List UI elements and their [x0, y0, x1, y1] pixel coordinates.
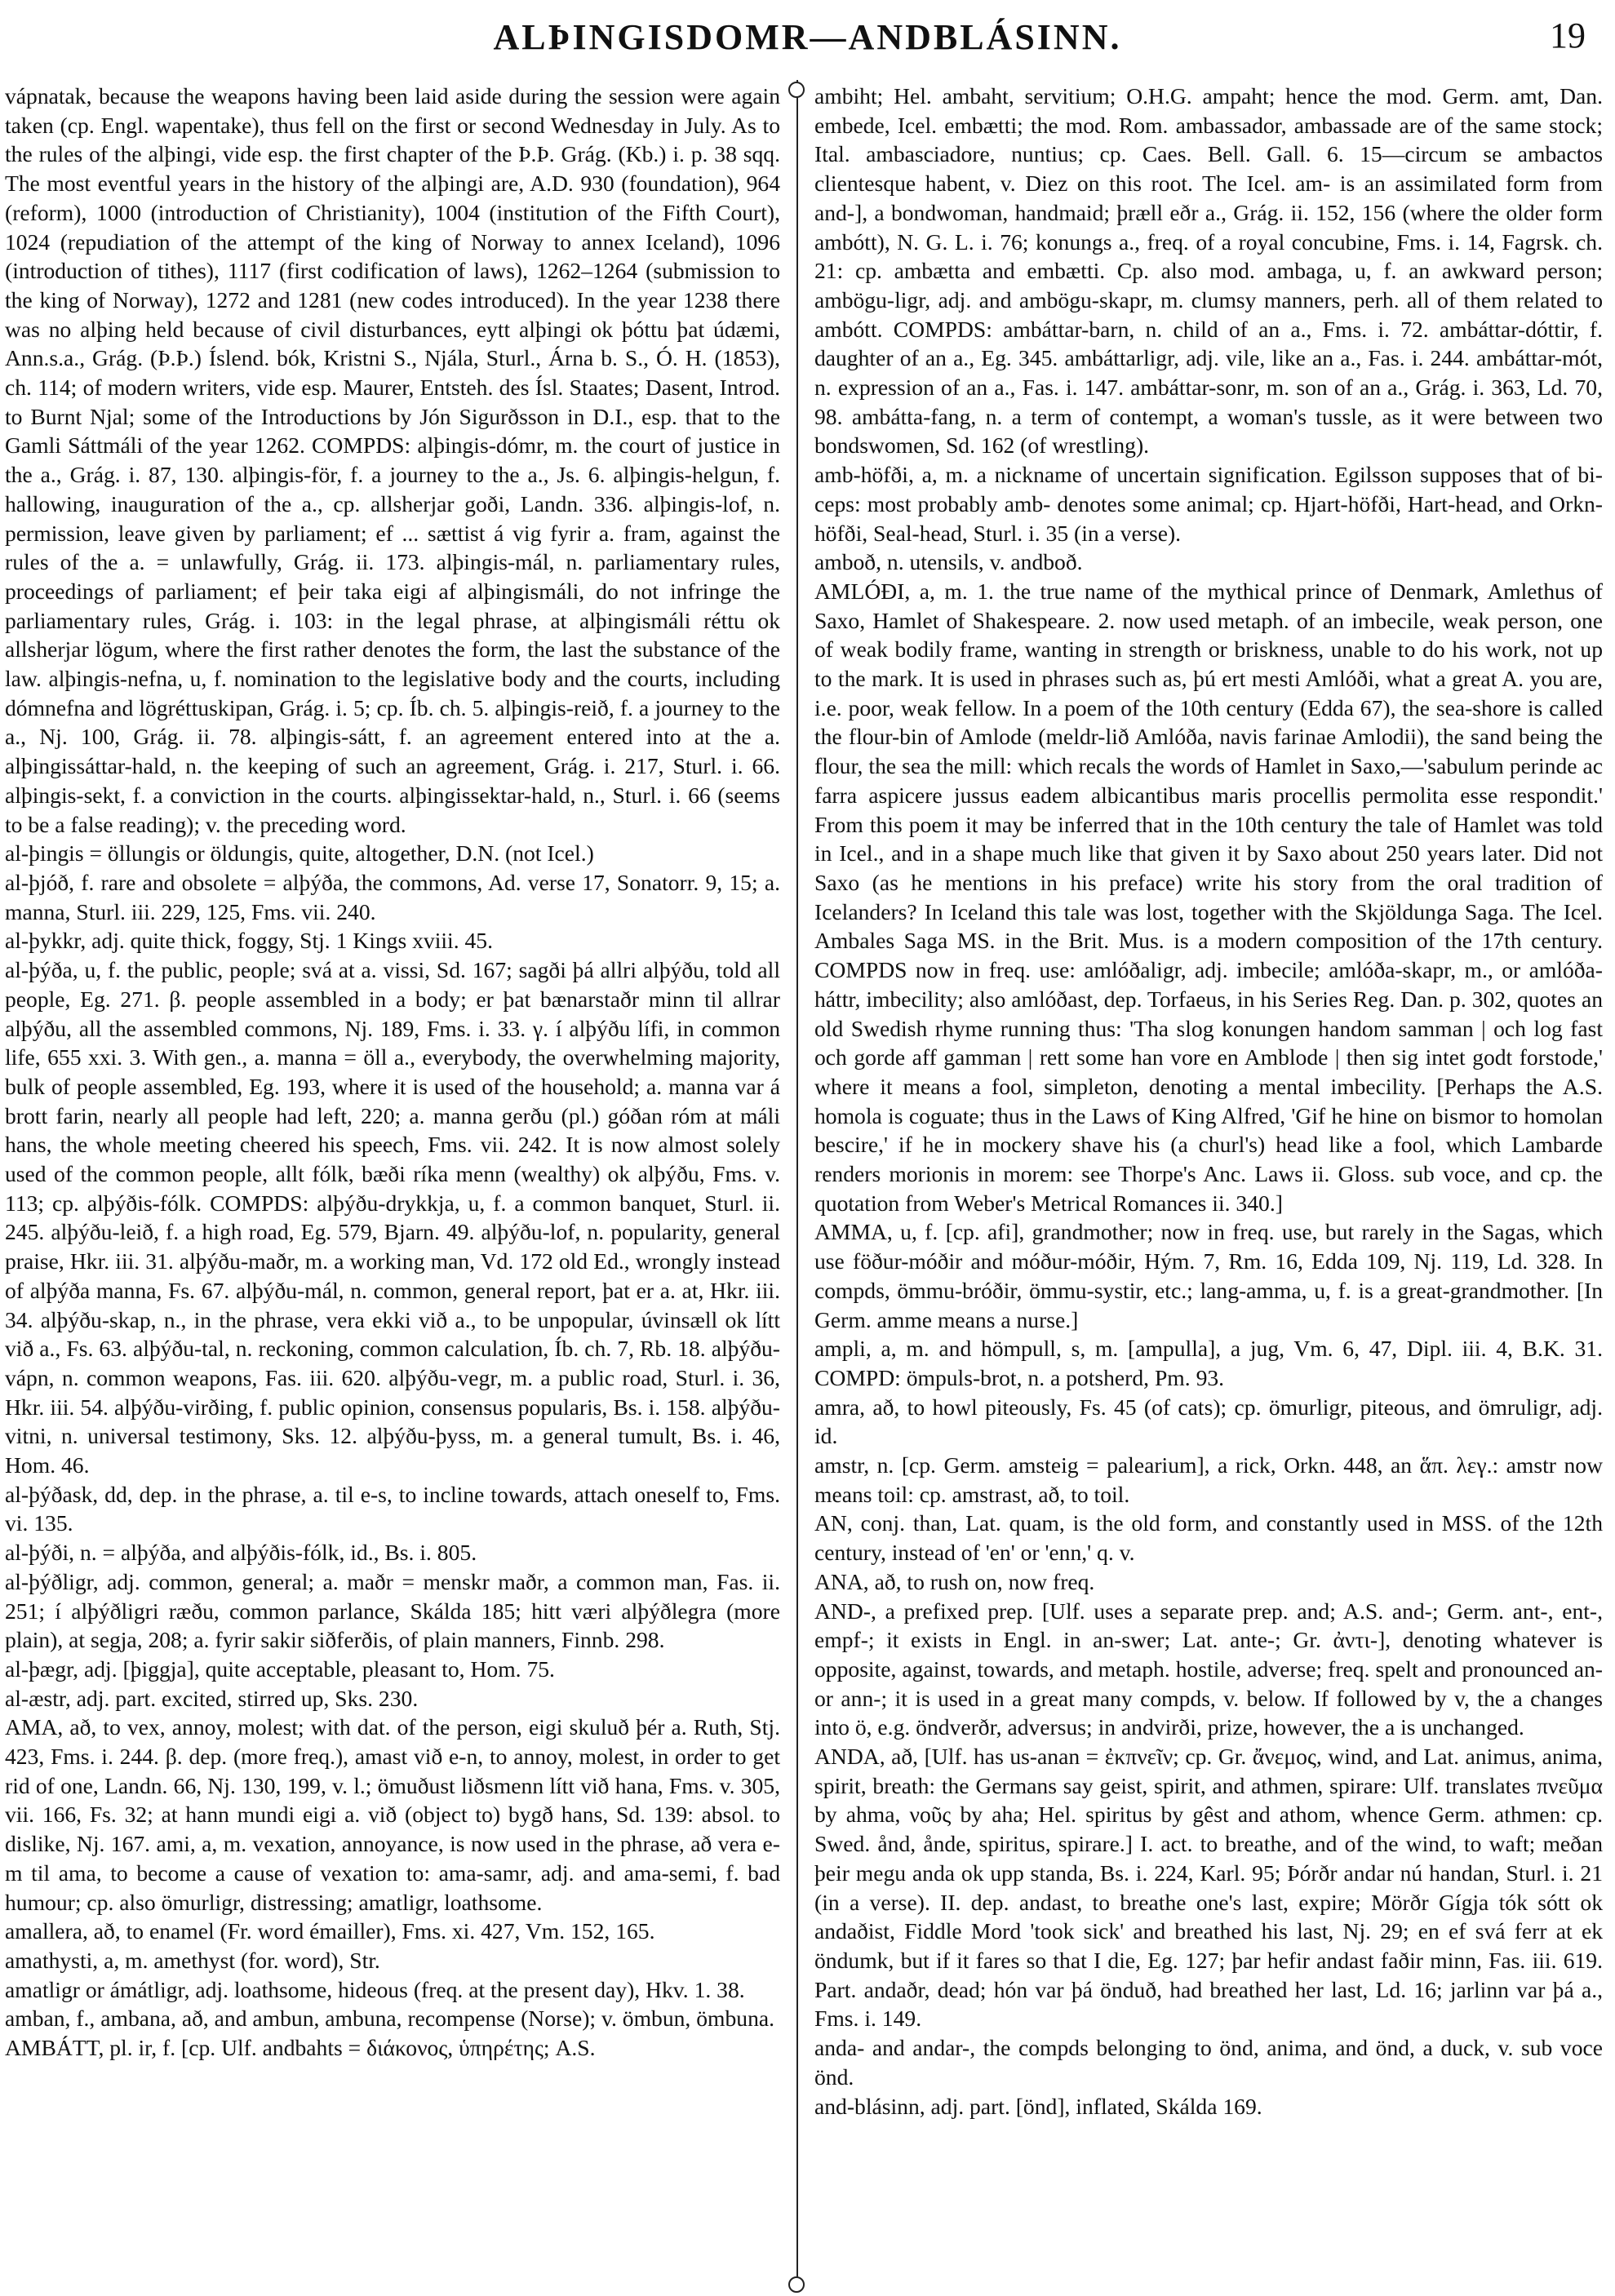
entry-al-aestr: al-æstr, adj. part. excited, stirred up, Sks. 230. — [5, 1685, 419, 1711]
entry-amlodi: AMLÓÐI, a, m. 1. the true name of the mythical prince of Denmark, Amlethus of Saxo, Hamlet of Shakespeare. 2. now used metaph. of an imbecile, weak person, one of weak bodily frame, wanting in strength or briskness, unable to do his work, not up to the mark. It is used in phrases such as, þú ert mesti Amlóði, what a great A. you are, i.e. poor, weak fellow. In a poem of the 10th century (Edda 67), the sea-shore is called the flour-bin of Amlode (meldr-lið Amlóða, navis farinae Amlodii), the sand being the flour, the sea the mill: which recals the words of Hamlet in Saxo,—'sabulum perinde ac farra aspicere jussus eadem albicantibus maris procellis permolita esse respondit.' From this poem it may be inferred that in the 10th century the tale of Hamlet was told in Icel., and in a shape much like that given it by Saxo about 250 years later. Did not Saxo (as he mentions in his preface) write his story from the oral tradition of Icelanders? In Iceland this tale was lost, together with the Skjöldunga Saga. The Icel. Ambales Saga MS. in the Brit. Mus. is a modern composition of the 17th century. COMPDS now in freq. use: amlóðaligr, adj. imbecile; amlóða-skapr, m., or amlóða-háttr, imbecility; also amlóðast, dep. Torfaeus, in his Series Reg. Dan. p. 302, quotes an old Swedish rhyme running thus: 'Tha slog konungen handom samman | och log fast och gorde aff gamman | rett some han vore en Amblode | then sig intet godt forstode,' where it means a fool, simpleton, denoting a mental imbecility. [Perhaps the A.S. homola is coguate; thus in the Laws of King Alfred, 'Gif he hine on bismor to homolan bescire,' if he in mockery shave his (a churl's) head like a fool, which Lambarde renders morionis in morem: see Thorpe's Anc. Laws ii. Gloss. sub voce, and cp. the quotation from Weber's Metrical Romances ii. 340.] — [814, 578, 1603, 1216]
entry-amma: AMMA, u, f. [cp. afi], grandmother; now in freq. use, but rarely in the Sagas, which use föður-móðir and móður-móðir, Hým. 7, Rm. 16, Edda 109, Nj. 119, Ld. 328. In compds, ömmu-bróðir, ömmu-systir, etc.; lang-amma, u, f. is a great-grandmother. [In Germ. amme means a nurse.] — [814, 1219, 1603, 1332]
entry-al-thjod: al-þjóð, f. rare and obsolete = alþýða, the commons, Ad. verse 17, Sonatorr. 9, 15; a. manna, Sturl. iii. 229, 125, Fms. vii. 240. — [5, 869, 780, 924]
entry-al-thydask: al-þýðask, dd, dep. in the phrase, a. til e-s, to incline towards, attach oneself to, Fms. vi. 135. — [5, 1481, 780, 1536]
entry-al-thyda: al-þýða, u, f. the public, people; svá at a. vissi, Sd. 167; sagði þá allri alþýðu, told all people, Eg. 271. β. people assembled in a body; er þat bænarstaðr minn til allrar alþýðu, all the assembled commons, Nj. 189, Fms. i. 33. γ. í alþýðu lífi, in common life, 655 xxi. 3. With gen., a. manna = öll a., everybody, the overwhelming majority, bulk of people assembled, Eg. 193, where it is used of the household; a. manna var á brott farin, nearly all people had left, 220; a. manna gerðu (pl.) góðan róm at máli hans, the whole meeting cheered his speech, Fms. vii. 242. It is now almost solely used of the common people, allt fólk, bæði ríka menn (wealthy) ok alþýðu, Fms. v. 113; cp. alþýðis-fólk. COMPDS: alþýðu-drykkja, u, f. a common banquet, Sturl. ii. 245. alþýðu-leið, f. a high road, Eg. 579, Bjarn. 49. alþýðu-lof, n. popularity, general praise, Hkr. iii. 31. alþýðu-maðr, m. a working man, Vd. 172 old Ed., wrongly instead of alþýða manna, Fs. 67. alþýðu-mál, n. common, general report, þat er a. at, Hkr. iii. 34. alþýðu-skap, n., in the phrase, vera ekki við a., to be unpopular, úvinsæll ok lítt við a., Fs. 63. alþýðu-tal, n. reckoning, common calculation, Íb. ch. 7, Rb. 18. alþýðu-vápn, n. common weapons, Fas. iii. 620. alþýðu-vegr, m. a public road, Sturl. i. 36, Hkr. iii. 54. alþýðu-virðing, f. public opinion, consensus popularis, Bs. i. 158. alþýðu-vitni, n. universal testimony, Sks. 12. alþýðu-þyss, m. a general tumult, Bs. i. 46, Hom. 46. — [5, 957, 780, 1478]
entry-ana: ANA, að, to rush on, now freq. — [814, 1568, 1095, 1594]
entry-amathysti: amathysti, a, m. amethyst (for. word), Str. — [5, 1948, 380, 1973]
page-number: 19 — [1550, 16, 1586, 55]
page-header — [0, 0, 1615, 59]
entry-ambod: amboð, n. utensils, v. andboð. — [814, 549, 1083, 575]
entry-althingi: vápnatak, because the weapons having been laid aside during the session were again taken (cp. Engl. wapentake), thus fell on the first or second Wednesday in July. As to the rules of the alþingi, vide esp. the first chapter of the Þ.Þ. Grág. (Kb.) i. p. 38 sqq. The most eventful years in the history of the alþingi are, A.D. 930 (foundation), 964 (reform), 1000 (introduction of Christianity), 1004 (institution of the Fifth Court), 1024 (repudiation of the attempt of the king of Norway to annex Iceland), 1096 (introduction of tithes), 1117 (first codification of laws), 1262–1264 (submission to the king of Norway), 1272 and 1281 (new codes introduced). In the year 1238 there was no alþing held because of civil disturbances, eytt alþingi ok þóttu þat údæmi, Ann.s.a., Grág. (Þ.Þ.) Íslend. bók, Kristni S., Njála, Sturl., Árna b. S., Ó. H. (1853), ch. 114; of modern writers, vide esp. Maurer, Entsteh. des Ísl. Staates; Dasent, Introd. to Burnt Njal; some of the Introductions by Jón Sigurðsson in D.I., esp. that to the Gamli Sáttmáli of the year 1262. COMPDS: alþingis-dómr, m. the court of justice in the a., Grág. i. 87, 130. alþingis-för, f. a journey to the a., Js. 6. alþingis-helgun, f. hallowing, inauguration of the a., cp. allsherjar goði, Landn. 336. alþingis-lof, n. permission, leave given by parliament; ef ... sættist á vig fyrir a. fram, against the rules of the a. = unlawfully, Grág. ii. 173. alþingis-mál, n. parliamentary rules, proceedings of parliament; ef þeir taka eigi af alþingismáli, do not infringe the parliamentary rules, Grág. i. 103: in the legal phrase, at alþingismáli réttu ok allsherjar lögum, where the first rather denotes the form, the last the substance of the law. alþingis-nefna, u, f. nomination to the legislative body and the courts, including dómnefna and lögréttuskipan, Grág. i. 5; cp. Íb. ch. 5. alþingis-reið, f. a journey to the a., Nj. 100, Grág. ii. 78. alþingis-sátt, f. an agreement entered into at the a. alþingissáttar-hald, n. the keeping of such an agreement, Grág. i. 217, Sturl. i. 66. alþingis-sekt, f. a conviction in the courts. alþingissektar-hald, n., Sturl. i. 66 (seems to be a false reading); v. the preceding word. — [5, 83, 780, 837]
entry-ambatt: AMBÁTT, pl. ir, f. [cp. Ulf. andbahts = διάκονος, ὑπηρέτης; A.S. — [5, 2035, 596, 2061]
entry-al-thykkr: al-þykkr, adj. quite thick, foggy, Stj. 1 Kings xviii. 45. — [5, 928, 493, 954]
entry-and-blasinn: and-blásinn, adj. part. [önd], inflated, Skálda 169. — [814, 2093, 1262, 2119]
entry-ama: AMA, að, to vex, annoy, molest; with dat. of the person, eigi skuluð þér a. Ruth, Stj. 423, Fms. i. 244. β. dep. (more freq.), amast við e-n, to annoy, molest, in order to get rid of one, Landn. 66, Nj. 130, 199, v. l.; ömuðust liðsmenn lítt við hana, Fms. v. 305, vii. 166, Fs. 32; at hann mundi eigi a. við (object to) bygð hans, Sd. 139: absol. to dislike, Nj. 167. ami, a, m. vexation, annoyance, is now used in the phrase, að vera e-m til ama, to become a cause of vexation to: ama-samr, adj. and ama-semi, f. bad humour; cp. also ömurligr, distressing; amatligr, loathsome. — [5, 1714, 780, 1915]
entry-anda: ANDA, að, [Ulf. has us-anan = ἐκπνεῖν; cp. Gr. ἄνεμος, wind, and Lat. animus, anima, spirit, breath: the Germans say geist, spirit, and athmen, spirare: Ulf. translates πνεῦμα by ahma, νοῦς by aha; Hel. spiritus by gêst and athom, whence Germ. athmen: cp. Swed. ånd, ånde, spiritus, spirare.] I. act. to breathe, and of the wind, to waft; meðan þeir megu anda ok upp standa, Bs. i. 224, Karl. 95; Þórðr andar nú handan, Sturl. i. 21 (in a verse). II. dep. andast, to breathe one's last, expire; Mörðr Gígja tók sótt ok andaðist, Fiddle Mord 'took sick' and breathed his last, Nj. 29; en ef svá ferr at ek öndumk, but if it fares so that I die, Eg. 127; þar hefir andast faðir minn, Fas. iii. 619. Part. andaðr, dead; hón var þá önduð, had breathed her last, Ld. 16; jarlinn var þá a., Fms. i. 149. — [814, 1744, 1603, 2032]
entry-al-thaegr: al-þægr, adj. [þiggja], quite acceptable, pleasant to, Hom. 75. — [5, 1656, 555, 1682]
entry-ambatt-continued: ambiht; Hel. ambaht, servitium; O.H.G. ampaht; hence the mod. Germ. amt, Dan. embede, Icel. embætti; the mod. Rom. ambassador, ambassade are of the same stock; Ital. ambasciadore, nuntius; cp. Caes. Bell. Gall. 6. 15—circum se ambactos clientesque habent, v. Diez on this root. The Icel. am- is an assimilated form from and-], a bondwoman, handmaid; þræll eðr a., Grág. ii. 152, 156 (where the older form ambótt), N. G. L. i. 76; konungs a., freq. of a royal concubine, Fms. i. 14, Fagrsk. ch. 21: cp. ambætta and embætti. Cp. also mod. ambaga, u, f. an awkward person; ambögu-ligr, adj. and ambögu-skapr, m. clumsy manners, perh. all of them related to ambótt. COMPDS: ambáttar-barn, n. child of an a., Fms. i. 72. ambáttar-dóttir, f. daughter of an a., Eg. 345. ambáttarligr, adj. vile, like an a., Fas. i. 244. ambáttar-mót, n. expression of an a., Fas. i. 147. ambáttar-sonr, m. son of an a., Grág. i. 363, Ld. 70, 98. ambátta-fang, n. a term of contempt, a woman's tussle, as it were between two bondswomen, Sd. 162 (of wrestling). — [814, 83, 1603, 459]
entry-anda-andar: anda- and andar-, the compds belonging to önd, anima, and önd, a duck, v. sub voce önd. — [814, 2035, 1603, 2090]
entry-al-thingis: al-þingis = öllungis or öldungis, quite, altogether, D.N. (not Icel.) — [5, 840, 594, 867]
entry-ampli: ampli, a, m. and hömpull, s, m. [ampulla], a jug, Vm. 6, 47, Dipl. iii. 4, B.K. 31. COMPD: ömpuls-brot, n. a potsherd, Pm. 93. — [814, 1336, 1603, 1390]
entry-amstr: amstr, n. [cp. Germ. amsteig = palearium], a rick, Orkn. 448, an ἅπ. λεγ.: amstr now means toil: cp. amstrast, að, to toil. — [814, 1452, 1603, 1507]
divider-ornament-top — [788, 82, 805, 98]
divider-ornament-bottom — [788, 2276, 805, 2293]
right-column — [814, 82, 1603, 2285]
entry-amra: amra, að, to howl piteously, Fs. 45 (of cats); cp. ömurligr, piteous, and ömruligr, adj. id. — [814, 1394, 1603, 1449]
left-column — [5, 82, 780, 2285]
entry-an: AN, conj. than, Lat. quam, is the old form, and constantly used in MSS. of the 12th century, instead of 'en' or 'enn,' q. v. — [814, 1510, 1603, 1566]
running-head: ALÞINGISDOMR—ANDBLÁSINN. — [493, 17, 1122, 57]
entry-amallera: amallera, að, to enamel (Fr. word émailler), Fms. xi. 427, Vm. 152, 165. — [5, 1918, 655, 1944]
entry-al-thydi: al-þýði, n. = alþýða, and alþýðis-fólk, id., Bs. i. 805. — [5, 1540, 477, 1566]
entry-amatligr: amatligr or ámátligr, adj. loathsome, hideous (freq. at the present day), Hkv. 1. 38. — [5, 1976, 745, 2002]
entry-al-thydligr: al-þýðligr, adj. common, general; a. maðr = menskr maðr, a common man, Fas. ii. 251; í alþýðligri ræðu, common parlance, Skálda 185; hitt væri alþýðlegra (more plain), at segja, 208; a. fyrir sakir siðferðis, of plain manners, Finnb. 298. — [5, 1568, 780, 1653]
entry-amb-hofdi: amb-höfði, a, m. a nickname of uncertain signification. Egilsson supposes that of bi-ceps: most probably amb- denotes some animal; cp. Hjart-höfði, Hart-head, and Orkn-höfði, Seal-head, Sturl. i. 35 (in a verse). — [814, 462, 1603, 546]
column-divider — [796, 80, 798, 2283]
entry-and: AND-, a prefixed prep. [Ulf. uses a separate prep. and; A.S. and-; Germ. ant-, ent-, empf-; it exists in Engl. in an-swer; Lat. ante-; Gr. ἀντι-], denoting whatever is opposite, against, towards, and metaph. hostile, adverse; freq. spelt and pronounced an- or ann-; it is used in a great many compds, v. below. If followed by v, the a changes into ö, e.g. öndverðr, adversus; in andvirði, prize, however, the a is unchanged. — [814, 1598, 1603, 1740]
entry-amban: amban, f., ambana, að, and ambun, ambuna, recompense (Norse); v. ömbun, ömbuna. — [5, 2006, 775, 2032]
